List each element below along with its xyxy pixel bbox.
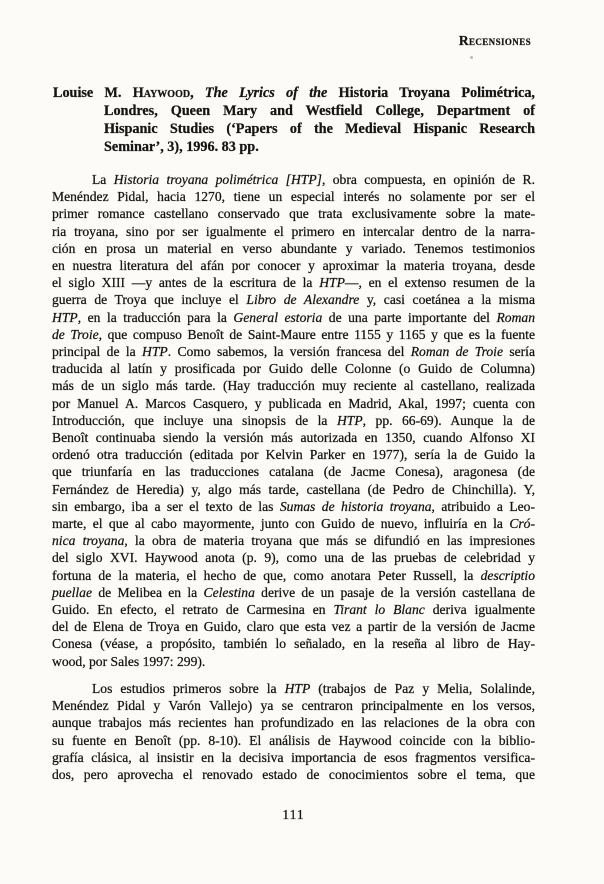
- text-line: que triunfaría en las traducciones catalana (de Jacme Conesa), aragonesa (de: [52, 464, 535, 480]
- text-line: ria troyana, sino por ser igualmente el primero en intercalar dentro de la narra-: [52, 223, 535, 239]
- paragraph: [52, 680, 535, 783]
- text-line: ción en prosa un material en verso abundante y variado. Tenemos testimonios: [52, 240, 535, 256]
- text-line: sin embargo, iba a ser el texto de las Sumas de historia troyana, atribuido a Leo-: [52, 498, 536, 514]
- italic-work-title: Cró-: [509, 516, 535, 532]
- italic-work-title: The Lyrics of the: [204, 85, 339, 101]
- text-line: Guido. En efecto, el retrato de Carmesina en Tirant lo Blanc deriva igualmente: [52, 602, 535, 618]
- italic-work-title: General estoria: [233, 309, 323, 325]
- text-line: Conesa (véase, a propósito, también lo señalado, en la reseña al libro de Hay-: [52, 636, 535, 652]
- scan-speck: [470, 56, 473, 59]
- text-line: marte, el que al cabo mayormente, junto con Guido de nuevo, influiría en la Cró-: [52, 516, 535, 532]
- text-line: guerra de Troya que incluye el Libro de Alexandre y, casi coetánea a la misma: [52, 292, 535, 308]
- text-line: Introducción, que incluye una sinopsis de la HTP, pp. 66-69). Aunque la de: [52, 412, 536, 428]
- text-line: Menéndez Pidal, hacia 1270, tiene un especial interés no solamente por ser el: [52, 189, 535, 205]
- text-line: dos, pero aprovecha el renovado estado de conocimientos sobre el tema, que: [52, 766, 535, 782]
- text-line: el siglo XIII —y antes de la escritura de la HTP—, en el extenso resumen de la: [52, 275, 536, 291]
- citation-line: Londres, Queen Mary and Westfield College, Department of: [104, 103, 535, 119]
- text-line: por Manuel A. Marcos Casquero, y publicada en Madrid, Akal, 1997; cuenta con: [52, 395, 535, 411]
- italic-work-title: HTP: [142, 344, 168, 360]
- italic-work-title: HTP: [336, 412, 363, 428]
- citation-line: Hispanic Studies (‘Papers of the Medieval Hispanic Research: [104, 121, 535, 137]
- text-line: ordenó otra traducción (editada por Kelvin Parker en 1977), sería la de Guido la: [52, 447, 535, 463]
- italic-work-title: de Troie: [52, 326, 99, 342]
- paragraph: [52, 171, 535, 670]
- italic-work-title: Roman de Troie: [410, 344, 503, 360]
- italic-work-title: HTP: [284, 680, 311, 696]
- text-line: Benoît continuaba siendo la versión más autorizada en 1350, cuando Alfonso XI: [52, 430, 535, 446]
- citation-line: Louise M. Haywood, The Lyrics of the Historia Troyana Polimétrica,: [53, 85, 535, 101]
- italic-work-title: HTP: [52, 309, 78, 325]
- italic-work-title: nica troyana: [52, 533, 125, 549]
- review-body: [52, 171, 535, 783]
- italic-work-title: Celestina: [203, 584, 255, 600]
- italic-work-title: Libro de Alexandre: [246, 292, 360, 308]
- text-line: su fuente en Benoît (pp. 8-10). El análisis de Haywood coincide con la biblio-: [52, 732, 535, 748]
- text-line: HTP, en la traducción para la General estoria de una parte importante del Roman: [52, 309, 535, 325]
- text-line: nica troyana, la obra de materia troyana que más se difundió en las impresiones: [52, 533, 535, 549]
- text-line: del de Elena de Troya en Guido, claro que esta vez a partir de la versión de Jacme: [52, 619, 535, 635]
- review-citation: [53, 84, 535, 156]
- text-line: Menéndez Pidal y Varón Vallejo) ya se centraron principalmente en los versos,: [52, 698, 535, 714]
- page-number: 111: [282, 807, 305, 822]
- small-caps-author-name: Haywood: [132, 85, 191, 101]
- text-line: puellae de Melibea en la Celestina derive de un pasaje de la versión castellana de: [52, 584, 535, 600]
- running-header: Recensiones: [458, 33, 531, 48]
- italic-work-title: Tirant lo Blanc: [333, 602, 425, 618]
- text-line: en nuestra literatura del afán por conocer y aproximar la materia troyana, desde: [52, 258, 535, 274]
- italic-work-title: descriptio: [480, 567, 535, 583]
- text-line: aunque trabajos más recientes han profundizado en las relaciones de la obra con: [52, 715, 535, 731]
- italic-work-title: Sumas de historia troyana: [279, 498, 432, 514]
- text-line: de Troie, que compuso Benoît de Saint-Maure entre 1155 y 1165 y que es la fuente: [52, 326, 535, 342]
- text-line: traducida al latín y prosificada por Guido delle Colonne (o Guido de Columna): [52, 361, 535, 377]
- italic-work-title: Historia troyana polimétrica [HTP]: [113, 172, 322, 187]
- text-line: más de un siglo más tarde. (Hay traducción muy reciente al castellano, realizada: [52, 378, 535, 394]
- italic-work-title: puellae: [52, 584, 93, 600]
- text-line: wood, por Sales 1997: 299).: [52, 653, 206, 669]
- text-line: Los estudios primeros sobre la HTP (trabajos de Paz y Melia, Solalinde,: [92, 680, 535, 696]
- text-line: Fernández de Heredia) y, algo más tarde, castellana (de Pedro de Chinchilla). Y,: [52, 481, 535, 497]
- scan-speck: [437, 281, 440, 284]
- text-line: La Historia troyana polimétrica [HTP], obra compuesta, en opinión de R.: [92, 172, 536, 187]
- italic-work-title: HTP: [319, 275, 345, 291]
- scan-speck: [104, 214, 106, 218]
- text-line: grafía clásica, al insistir en la decisiva importancia de esos fragmentos versifica-: [52, 749, 535, 765]
- citation-line: Seminar’, 3), 1996. 83 pp.: [104, 139, 259, 155]
- text-line: del siglo XVI. Haywood anota (p. 9), como una de las pruebas de celebridad y: [52, 550, 535, 566]
- text-line: primer romance castellano conservado que trata exclusivamente sobre la mate-: [52, 206, 535, 222]
- text-line: fortuna de la materia, el hecho de que, como anotara Peter Russell, la descriptio: [52, 567, 535, 583]
- italic-work-title: Roman: [496, 309, 535, 325]
- text-line: principal de la HTP. Como sabemos, la versión francesa del Roman de Troie sería: [52, 344, 535, 360]
